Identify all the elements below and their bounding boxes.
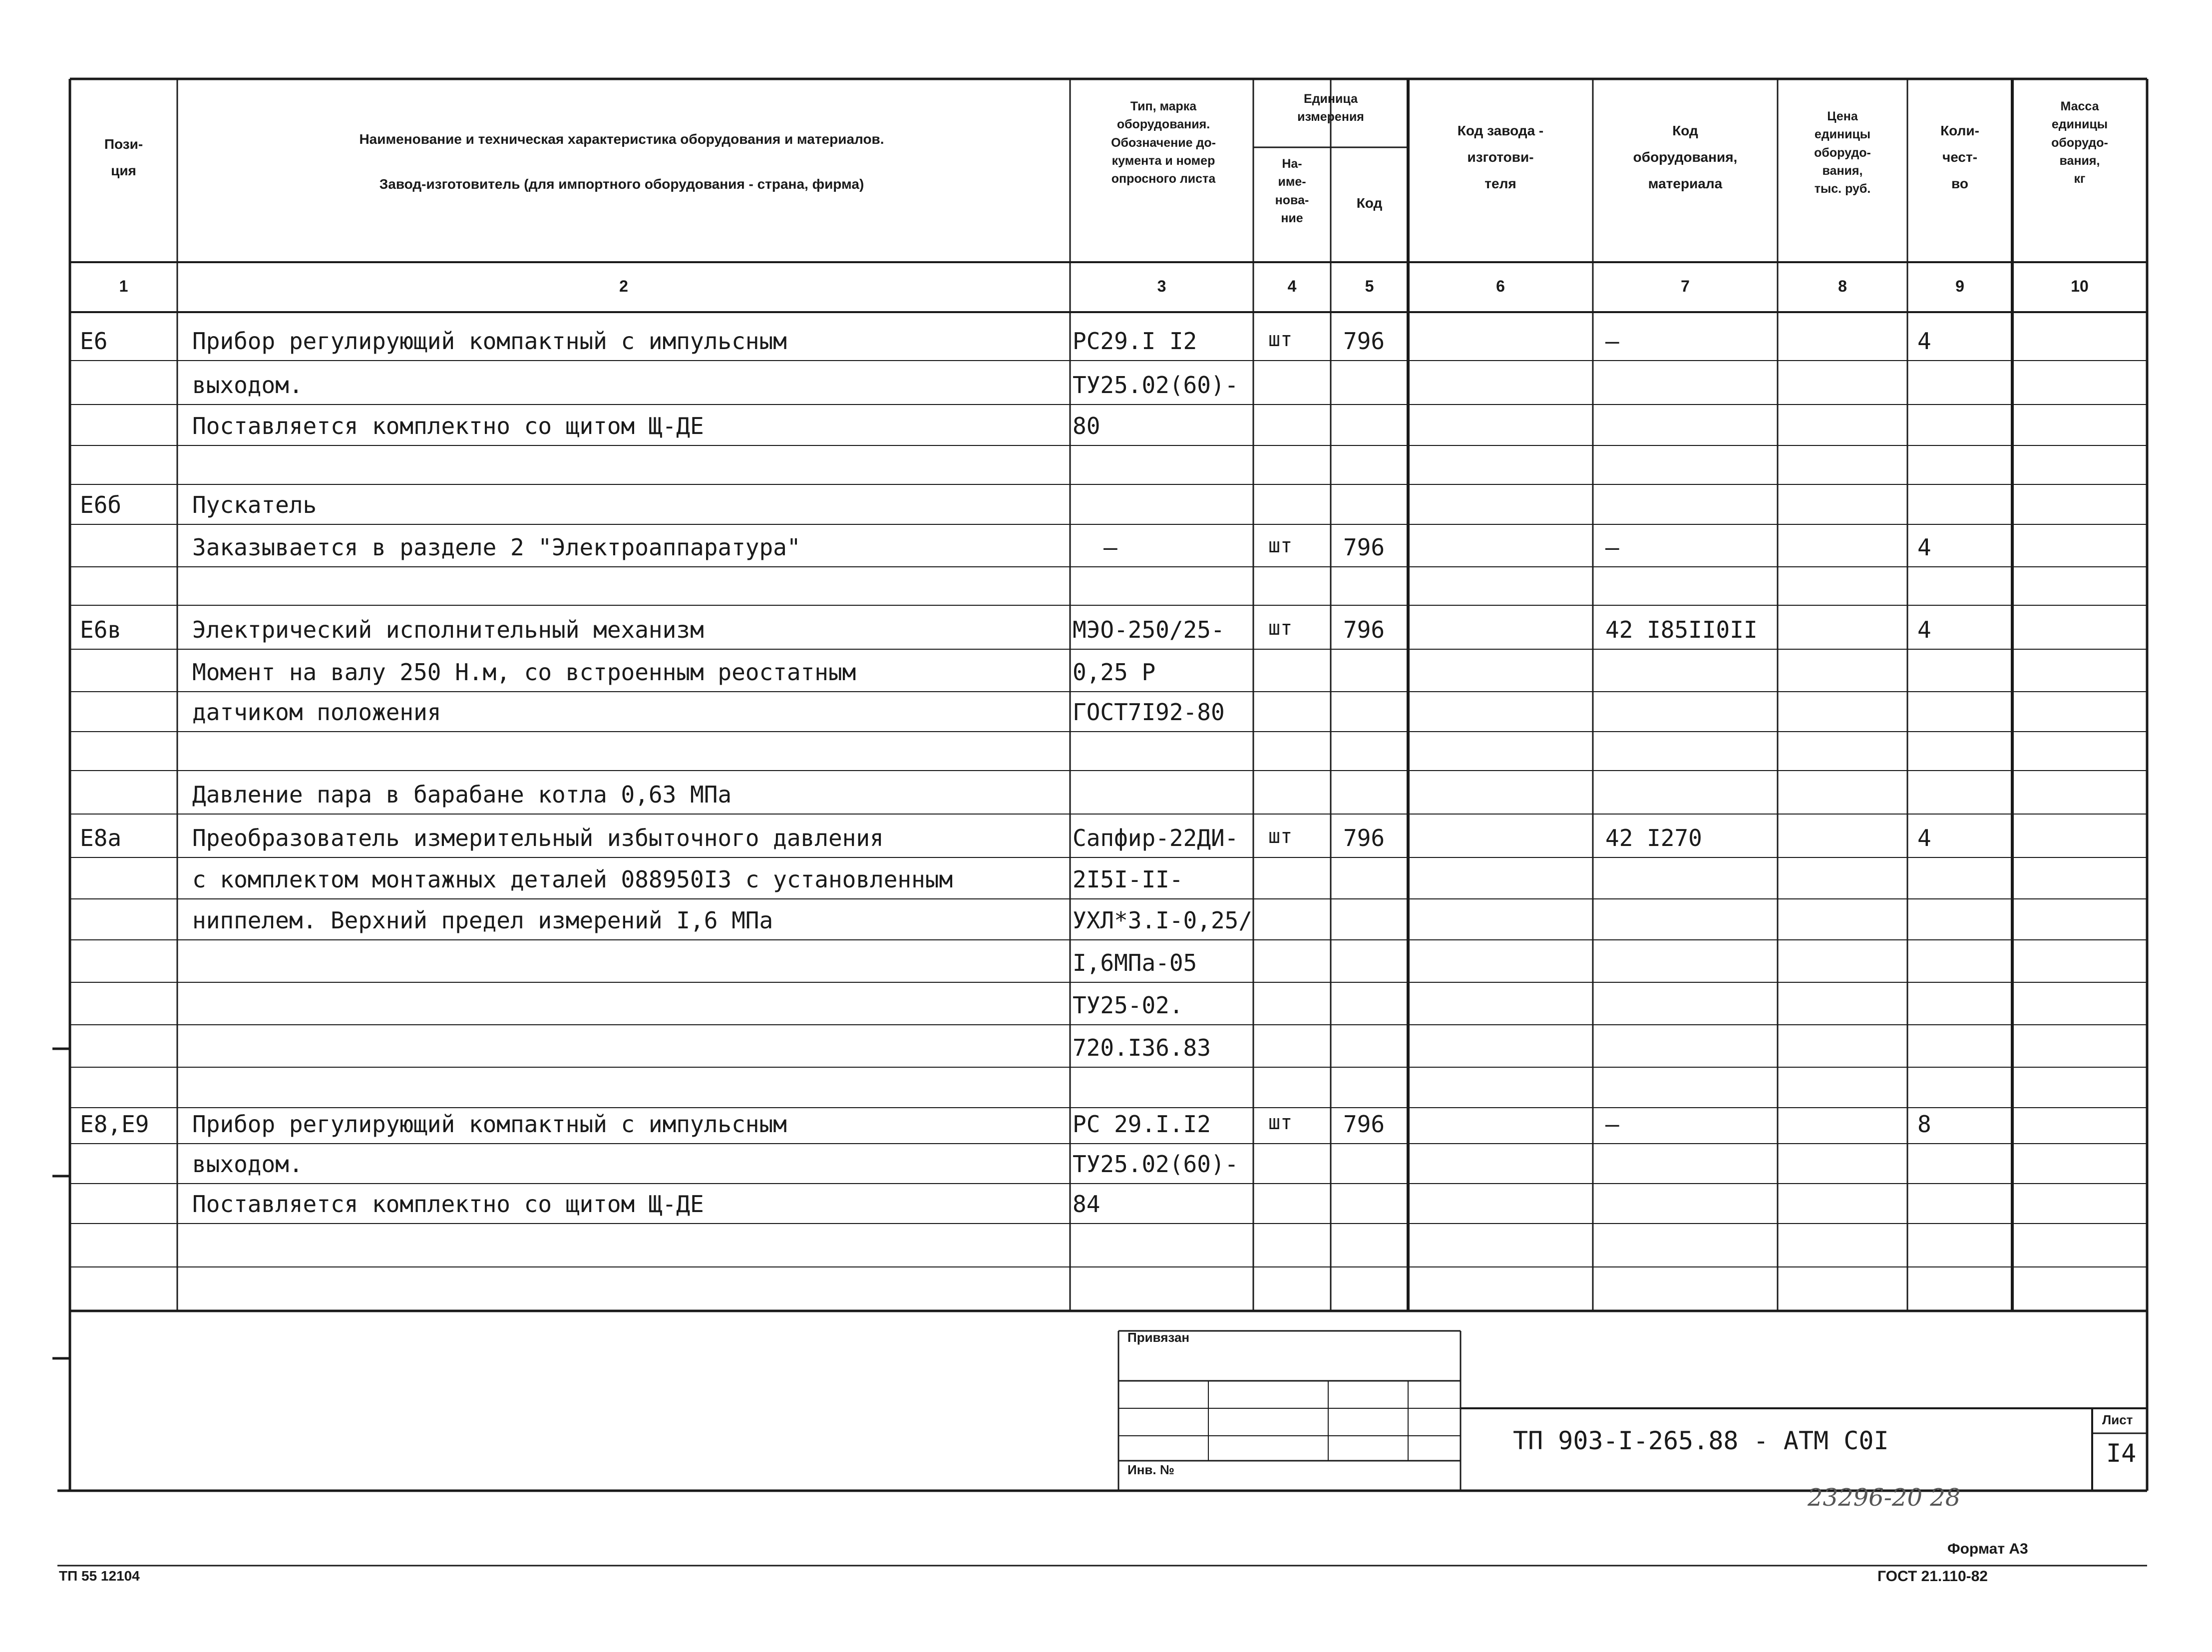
- cell-qty: 8: [1917, 1111, 1931, 1138]
- cell-equip-code: –: [1605, 534, 1619, 561]
- cell-type: 2I5I-II-: [1073, 866, 1183, 893]
- handwritten-number: 23296-20 28: [1808, 1484, 1961, 1512]
- cell-type: 0,25 Р: [1073, 659, 1156, 686]
- cell-equip-code: 42 I85II0II: [1605, 616, 1758, 643]
- header-manufacturer-code: Код завода - изготови- теля: [1457, 123, 1544, 192]
- stamp-linked-label: Привязан: [1127, 1330, 1190, 1345]
- cell-equip-code: –: [1605, 328, 1619, 355]
- sheet-label: Лист: [2102, 1412, 2133, 1427]
- gost-label: ГОСТ 21.110-82: [1877, 1568, 1988, 1585]
- header-name-line1: Наименование и техническая характеристика оборудования и материалов.: [359, 131, 884, 147]
- cell-name: Электрический исполнительный механизм: [192, 616, 704, 643]
- column-number: 2: [619, 277, 628, 295]
- cell-pos: Е8,Е9: [80, 1111, 149, 1138]
- cell-name: выходом.: [192, 372, 303, 399]
- document-code: ТП 903-I-265.88 - АТМ С0I: [1513, 1426, 1889, 1455]
- cell-unit: шт: [1268, 328, 1293, 351]
- cell-type: РС29.I I2: [1073, 328, 1197, 355]
- cell-equip-code: –: [1605, 1111, 1619, 1138]
- cell-type: 80: [1073, 413, 1101, 439]
- header-unit-group: Единица измерения: [1297, 92, 1364, 124]
- cell-unit: шт: [1268, 617, 1293, 640]
- cell-code: 796: [1343, 825, 1385, 851]
- cell-type: МЭО-250/25-: [1073, 616, 1225, 643]
- cell-name: Давление пара в барабане котла 0,63 МПа: [192, 781, 732, 808]
- column-number: 8: [1838, 277, 1847, 295]
- cell-type: 720.I36.83: [1073, 1034, 1211, 1061]
- cell-type: ТУ25.02(60)-: [1073, 372, 1239, 399]
- cell-type: ТУ25-02.: [1073, 992, 1183, 1019]
- header-unit-code: Код: [1356, 195, 1383, 211]
- cell-type: –: [1104, 534, 1117, 561]
- cell-code: 796: [1343, 616, 1385, 643]
- column-number: 10: [2071, 277, 2089, 295]
- cell-name: Поставляется комплектно со щитом Щ-ДЕ: [192, 1191, 704, 1218]
- cell-name: с комплектом монтажных деталей 088950I3 с установленным: [192, 866, 953, 893]
- header-type: Тип, марка оборудования. Обозначение до- кумента и номер опросного листа: [1111, 99, 1216, 186]
- header-price: Цена единицы оборудо- вания, тыс. руб.: [1814, 109, 1871, 196]
- cell-type: ТУ25.02(60)-: [1073, 1151, 1239, 1178]
- cell-name: выходом.: [192, 1151, 303, 1178]
- cell-type: Сапфир-22ДИ-: [1073, 825, 1239, 851]
- header-quantity: Коли- чест- во: [1940, 123, 1979, 192]
- column-number: 3: [1157, 277, 1166, 295]
- cell-pos: Е6б: [80, 491, 122, 518]
- stamp-inv-label: Инв. №: [1127, 1462, 1174, 1477]
- cell-type: ГОСТ7I92-80: [1073, 699, 1225, 726]
- left-stamp-code: ТП 55 12104: [59, 1568, 140, 1584]
- cell-unit: шт: [1268, 825, 1293, 848]
- cell-code: 796: [1343, 328, 1385, 355]
- cell-name: Пускатель: [192, 491, 317, 518]
- cell-name: Прибор регулирующий компактный с импульсным: [192, 328, 787, 355]
- cell-name: Преобразователь измерительный избыточного давления: [192, 825, 884, 851]
- cell-name: Момент на валу 250 Н.м, со встроенным реостатным: [192, 659, 856, 686]
- cell-qty: 4: [1917, 534, 1931, 561]
- cell-equip-code: 42 I270: [1605, 825, 1702, 851]
- cell-name: Заказывается в разделе 2 "Электроаппаратура": [192, 534, 801, 561]
- format-label: Формат А3: [1947, 1541, 2028, 1557]
- cell-type: 84: [1073, 1191, 1101, 1218]
- cell-type: РС 29.I.I2: [1073, 1111, 1211, 1138]
- column-number: 4: [1287, 277, 1297, 295]
- column-number: 9: [1955, 277, 1964, 295]
- cell-name: датчиком положения: [192, 699, 441, 726]
- cell-code: 796: [1343, 534, 1385, 561]
- cell-pos: Е6: [80, 328, 108, 355]
- cell-unit: шт: [1268, 1111, 1293, 1134]
- cell-qty: 4: [1917, 328, 1931, 355]
- column-number: 5: [1365, 277, 1374, 295]
- cell-pos: Е6в: [80, 616, 122, 643]
- cell-name: Поставляется комплектно со щитом Щ-ДЕ: [192, 413, 704, 439]
- cell-unit: шт: [1268, 534, 1293, 557]
- header-name-line2: Завод-изготовитель (для импортного оборудования - страна, фирма): [379, 176, 864, 192]
- cell-code: 796: [1343, 1111, 1385, 1138]
- column-number: 1: [119, 277, 128, 295]
- sheet-number: I4: [2106, 1439, 2137, 1468]
- cell-type: I,6МПа-05: [1073, 949, 1197, 976]
- cell-qty: 4: [1917, 825, 1931, 851]
- cell-name: ниппелем. Верхний предел измерений I,6 МПа: [192, 907, 773, 934]
- header-equipment-code: Код оборудования, материала: [1633, 123, 1738, 192]
- column-number: 7: [1681, 277, 1690, 295]
- cell-type: УХЛ*3.I-0,25/: [1073, 907, 1253, 934]
- header-position: Пози- ция: [104, 136, 143, 179]
- cell-qty: 4: [1917, 616, 1931, 643]
- cell-name: Прибор регулирующий компактный с импульсным: [192, 1111, 787, 1138]
- cell-pos: Е8а: [80, 825, 122, 851]
- header-unit-name: На- име- нова- ние: [1275, 157, 1309, 225]
- column-number: 6: [1496, 277, 1505, 295]
- header-mass: Масса единицы оборудо- вания, кг: [2051, 99, 2108, 186]
